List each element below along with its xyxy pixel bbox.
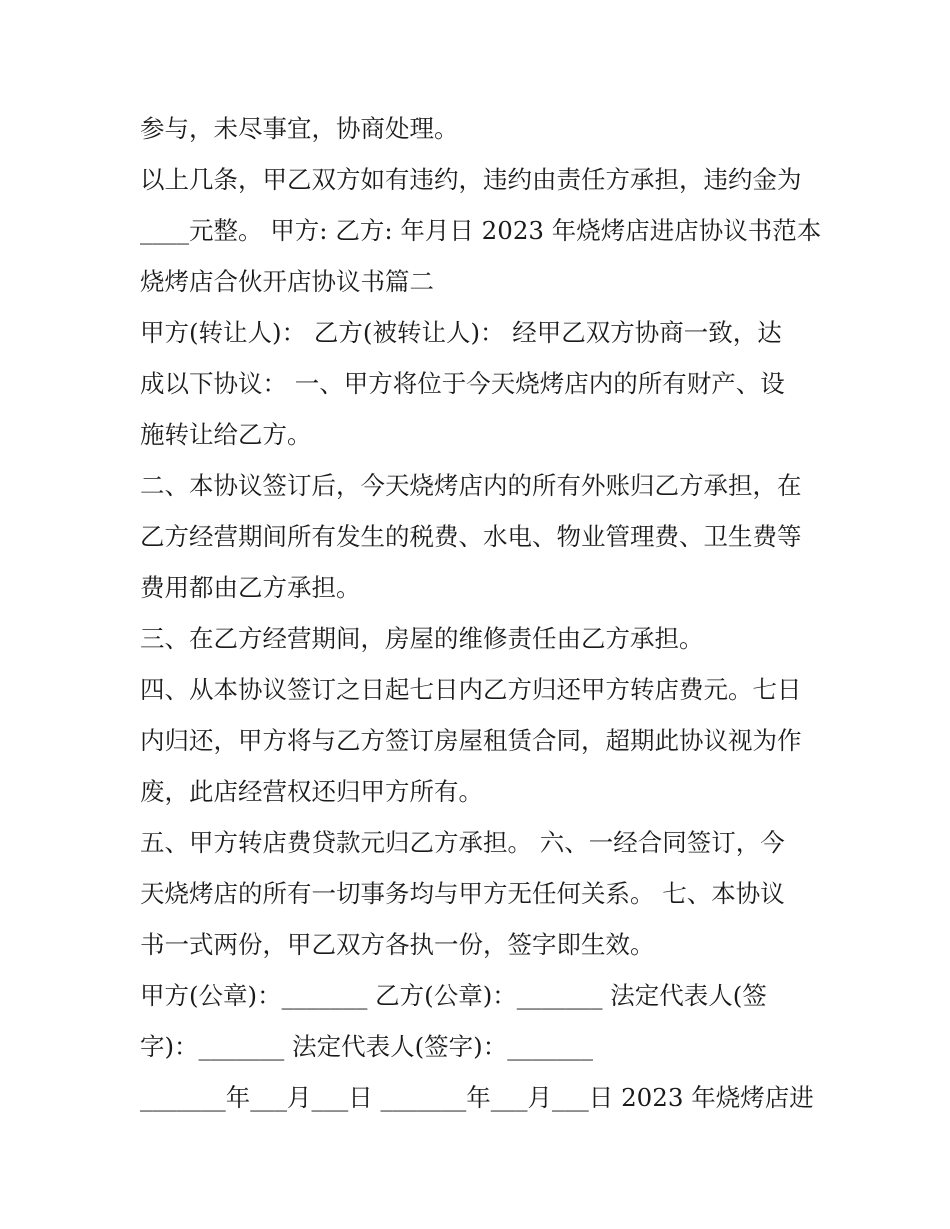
text-line: 成以下协议： 一、甲方将位于今天烧烤店内的所有财产、设 (140, 369, 785, 398)
text-line: 四、从本协议签订之日起七日内乙方归还甲方转店费元。七日 (140, 675, 802, 704)
text-line: ____元整。 甲方: 乙方: 年月日 2023 年烧烤店进店协议书范本 (140, 216, 822, 245)
text-line: 废，此店经营权还归甲方所有。 (140, 777, 483, 806)
signature-line: 字)：_______ 法定代表人(签字)：_______ (140, 1032, 593, 1061)
document-body (140, 103, 820, 1123)
text-line: 五、甲方转店费贷款元归乙方承担。 六、一经合同签订，今 (140, 828, 785, 857)
text-line: 天烧烤店的所有一切事务均与甲方无任何关系。 七、本协议 (140, 879, 785, 908)
section-heading: 烧烤店合伙开店协议书篇二 (140, 267, 434, 296)
text-line: 三、在乙方经营期间，房屋的维修责任由乙方承担。 (140, 624, 704, 653)
text-line: 参与，未尽事宜，协商处理。 (140, 114, 459, 143)
text-line: 施转让给乙方。 (140, 420, 312, 449)
text-line: 书一式两份，甲乙双方各执一份，签字即生效。 (140, 930, 655, 959)
text-line: 乙方经营期间所有发生的税费、水电、物业管理费、卫生费等 (140, 522, 802, 551)
text-line: 甲方(转让人)： 乙方(被转让人)： 经甲乙双方协商一致，达 (140, 318, 782, 347)
text-line: 以上几条，甲乙双方如有违约，违约由责任方承担，违约金为 (140, 165, 802, 194)
date-line: _______年___月___日 _______年___月___日 2023 年烧烤店进 (140, 1083, 814, 1112)
text-line: 费用都由乙方承担。 (140, 573, 361, 602)
signature-line: 甲方(公章)：_______ 乙方(公章)：_______ 法定代表人(签 (140, 981, 767, 1010)
text-line: 内归还，甲方将与乙方签订房屋租赁合同，超期此协议视为作 (140, 726, 802, 755)
text-line: 二、本协议签订后，今天烧烤店内的所有外账归乙方承担，在 (140, 471, 802, 500)
